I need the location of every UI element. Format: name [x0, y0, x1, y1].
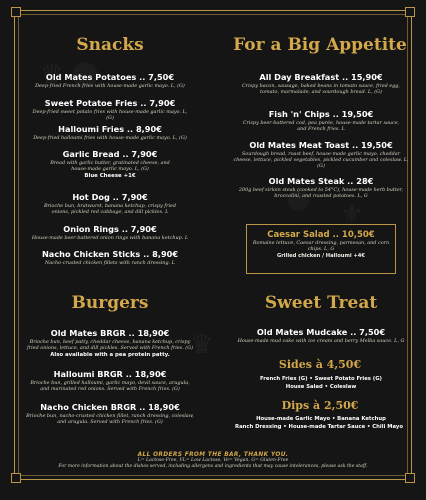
item-extra: Blue Cheese +1€ — [84, 173, 136, 179]
frame-corner — [405, 473, 415, 483]
item-name: Old Mates Steak .. 28€ — [268, 176, 374, 186]
item-desc: Crispy bacon, sausage, baked beans in tomato sauce, fried egg, tomato, marmalade, and sourdough bread. L, (G) — [242, 83, 400, 95]
burgers-title: Burgers — [71, 293, 149, 313]
sides-line: House Salad • Coleslaw — [285, 384, 357, 390]
item-name: Old Mates Potatoes .. 7,50€ — [45, 72, 175, 82]
item-name: Sweet Potatoe Fries .. 7,90€ — [44, 98, 176, 108]
sides-heading: Sides à 4,50€ — [278, 358, 362, 371]
item-desc: Nacho-crusted chicken fillets with ranch dressing. L — [45, 260, 175, 266]
appetite-heading — [230, 36, 410, 55]
item-desc: Bread with garlic butter, gratinated cheese, and house-made garlic mayo. L, (G) — [50, 160, 170, 172]
item-name: Garlic Bread .. 7,90€ — [62, 149, 158, 159]
menu-item — [26, 328, 194, 358]
dips-heading: Dips à 2,50€ — [281, 399, 359, 412]
item-desc: Crispy beer-battered cod, pea purée, house-made tartar sauce, and French fries. L — [242, 120, 400, 132]
menu-item — [30, 124, 190, 141]
item-name: Old Mates BRGR .. 18,90€ — [50, 328, 170, 338]
caesar-salad-desc: Romaine lettuce, Caesar dressing, parmesan, and corn chips. L, G — [252, 240, 390, 252]
item-desc: Brioche bun, bratwurst, banana ketchup, crispy fried onions, pickled red cabbage, and dill pickles. L — [43, 203, 177, 215]
item-desc: Brioche bun, grilled halloumi, garlic mayo, devil sauce, arugula, and marinated red onions. Served with French fries. (G) — [30, 380, 190, 392]
item-name: Hot Dog .. 7,90€ — [72, 192, 148, 202]
menu-item — [42, 149, 178, 179]
burgers-heading — [40, 294, 180, 313]
menu-item — [30, 98, 190, 121]
menu-item — [36, 192, 184, 215]
item-desc: House-made beer-battered onion rings with banana ketchup. L — [31, 235, 189, 241]
background-fleur-icon: ⚜ — [340, 200, 364, 230]
menu-item — [236, 327, 406, 344]
menu-item — [232, 140, 410, 169]
footer — [20, 452, 406, 470]
item-name: Fish 'n' Chips .. 19,50€ — [268, 109, 374, 119]
dips-line: House-made Garlic Mayo • Banana Ketchup — [256, 416, 386, 422]
snacks-heading — [40, 36, 180, 55]
menu-item — [30, 249, 190, 266]
background-crown-icon: ♛ — [190, 330, 214, 360]
sides-line: French Fries (G) • Sweet Potato Fries (G) — [260, 376, 382, 382]
item-name: Onion Rings .. 7,90€ — [63, 224, 157, 234]
appetite-title: For a Big Appetite — [233, 35, 407, 55]
menu-item — [240, 109, 402, 132]
menu-item — [30, 224, 190, 241]
item-desc: 200g beef sirloin steak (cooked to 54°C), house-made herb butter, broccolini, and roasted potatoes. L, G — [238, 187, 404, 199]
item-name: Halloumi BRGR .. 18,90€ — [53, 369, 167, 379]
sweet-title: Sweet Treat — [264, 293, 378, 313]
item-desc: Sourdough bread, roast beef, house-made garlic mayo, cheddar cheese, lettuce, pickled vegetables, pickled cucumber and coleslaw. L, (G) — [233, 151, 409, 169]
item-name: Halloumi Fries .. 8,90€ — [58, 124, 162, 134]
sweet-heading — [240, 294, 402, 313]
footer-order-note: ALL ORDERS FROM THE BAR, THANK YOU. — [137, 452, 289, 458]
frame-corner — [11, 473, 21, 483]
item-desc: Deep-fried French fries with house-made garlic mayo. L, (G) — [35, 83, 185, 89]
item-name: All Day Breakfast .. 15,90€ — [259, 72, 383, 82]
caesar-salad-box — [246, 224, 396, 274]
frame-corner — [11, 7, 21, 17]
item-desc: Deep-fried sweet potato fries with house-made garlic mayo. L, (G) — [32, 109, 188, 121]
item-name: Nacho Chicken BRGR .. 18,90€ — [40, 402, 180, 412]
item-desc: Deep-fried halloumi fries with house-made garlic mayo. L, (G) — [33, 135, 187, 141]
menu-item — [232, 176, 410, 199]
menu-item — [236, 72, 406, 95]
caesar-salad-extra: Grilled chicken / Halloumi +4€ — [276, 253, 366, 259]
menu-item — [26, 402, 194, 425]
item-name: Old Mates Meat Toast .. 19,50€ — [249, 140, 393, 150]
item-extra: Also available with a pea protein patty. — [50, 352, 170, 358]
item-name: Old Mates Mudcake .. 7,50€ — [256, 327, 386, 337]
footer-legend: L= Lactose-Free, VL= Low Lactose, Ve= Vegan, G= Gluten-Free — [137, 458, 289, 463]
item-desc: Brioche bun, beef patty, cheddar cheese, banana ketchup, crispy fried onions, lettuce, and dill pickles. Served with French fries. (G) — [26, 339, 194, 351]
item-desc: Brioche bun, nacho-crusted chicken fillet, ranch dressing, coleslaw, and arugula. Served with French fries. (G) — [26, 413, 194, 425]
item-name: Nacho Chicken Sticks .. 8,90€ — [41, 249, 179, 259]
menu-item — [30, 72, 190, 89]
item-desc: House-made mud cake with ice cream and berry Melba sauce. L, G — [237, 338, 405, 344]
footer-allergen-note: For more information about the dishes served, including allergens and ingredients that may cause intolerances, please ask the staff. — [58, 464, 368, 469]
background-crown-icon: ♛ — [40, 60, 64, 90]
menu-item — [26, 369, 194, 392]
dips-line: Ranch Dressing • House-made Tartar Sauce • Chili Mayo — [234, 424, 403, 430]
snacks-title: Snacks — [76, 35, 144, 55]
frame-corner — [405, 7, 415, 17]
caesar-salad-name: Caesar Salad .. 10,50€ — [267, 230, 375, 240]
